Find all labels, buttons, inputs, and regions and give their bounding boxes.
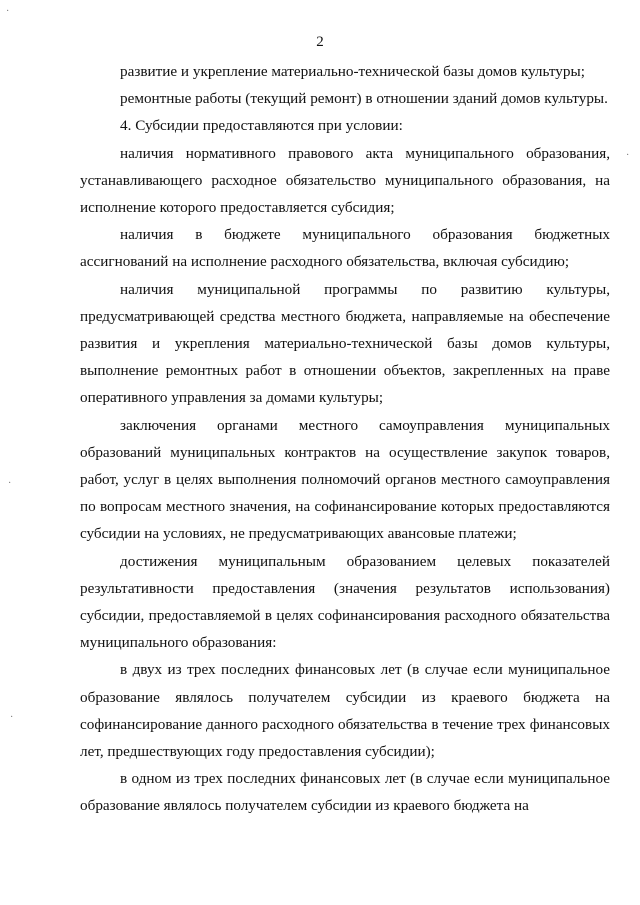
scan-mark: · (626, 150, 630, 161)
paragraph: достижения муниципальным образованием целевых показателей результативности предоставления (значения результатов использования) субсидии, предоставляемой в целях софинансирования расходного обязательства муниципального образования: (80, 552, 610, 652)
paragraph: заключения органами местного самоуправления муниципальных образований муниципальных контрактов на осуществление закупок товаров, работ, услуг в целях выполнения полномочий органов местного самоуправления по вопросам местного значения, на софинансирование которых предоставляются субсидии на условиях, не предусматривающих авансовые платежи; (80, 416, 610, 543)
paragraph: в двух из трех последних финансовых лет (в случае если муниципальное образование являлось получателем субсидии из краевого бюджета на софинансирование данного расходного обязательства в течение трех финансовых лет, предшествующих году предоставления субсидии); (80, 661, 610, 761)
paragraph: 4. Субсидии предоставляются при условии: (120, 117, 403, 135)
document-body (80, 58, 610, 820)
scan-mark: · (8, 478, 12, 489)
scan-mark: · (6, 6, 10, 17)
paragraph: наличия нормативного правового акта муниципального образования, устанавливающего расходное обязательство муниципального образования, на исполнение которого предоставляется субсидия; (80, 144, 610, 217)
paragraph: развитие и укрепление материально-технической базы домов культуры; (120, 63, 585, 80)
paragraph: наличия в бюджете муниципального образования бюджетных ассигнований на исполнение расходного обязательства, включая субсидию; (80, 226, 610, 271)
paragraph: наличия муниципальной программы по развитию культуры, предусматривающей средства местного бюджета, направляемые на обеспечение развития и укрепления материально-технической базы домов культуры, выполнение ремонтных работ в отношении объектов, закрепленных на праве оперативного управления за домами культуры; (80, 280, 610, 407)
paragraph: ремонтные работы (текущий ремонт) в отношении зданий домов культуры. (120, 90, 608, 108)
paragraph: в одном из трех последних финансовых лет (в случае если муниципальное образование являлось получателем субсидии из краевого бюджета на (80, 770, 610, 815)
page-number: 2 (316, 34, 324, 50)
scan-mark: · (10, 712, 14, 723)
